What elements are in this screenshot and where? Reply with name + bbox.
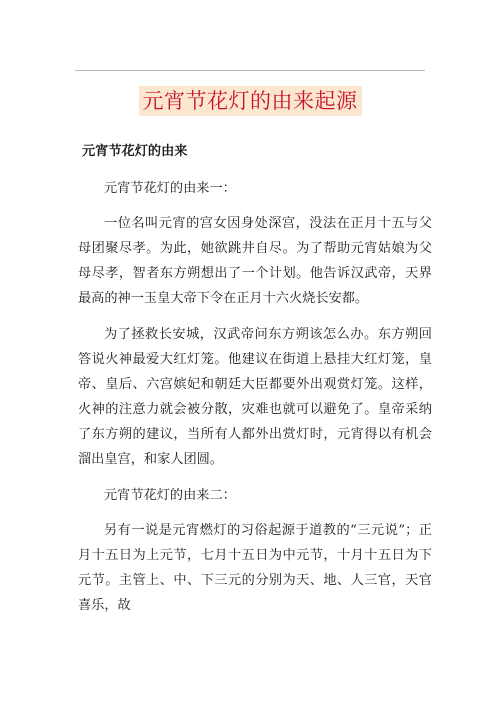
header-divider <box>75 70 425 71</box>
paragraph-origin-one-heading: 元宵节花灯的由来一： <box>104 181 236 196</box>
paragraph-palace-maid-story: 一位名叫元宵的宫女因身处深宫，没法在正月十五与父母团聚尽孝。为此，她欲跳井自尽。为了帮助元宵姑娘为父母尽孝，智者东方朔想出了一个计划。他告诉汉武帝，天界最高的神一玉皇大帝下令在正月十六火烧长安都。 <box>78 216 432 306</box>
paragraph-origin-two-heading: 元宵节花灯的由来二： <box>104 488 236 503</box>
title-container <box>0 86 500 116</box>
document-title: 元宵节花灯的由来起源 <box>139 86 362 116</box>
document-body <box>78 140 432 629</box>
section-heading: 元宵节花灯的由来 <box>82 144 188 159</box>
paragraph-lantern-plan: 为了拯救长安城，汉武帝问东方朔该怎么办。东方朔回答说火神最爱大红灯笼。他建议在街道上悬挂大红灯笼，皇帝、皇后、六宫嫔妃和朝廷大臣都要外出观赏灯笼。这样，火神的注意力就会被分散，灾难也就可以避免了。皇帝采纳了东方朔的建议，当所有人都外出赏灯时，元宵得以有机会溜出皇宫，和家人团圆。 <box>78 327 432 467</box>
paragraph-taoist-origin: 另有一说是元宵燃灯的习俗起源于道教的“三元说”；正月十五日为上元节，七月十五日为中元节，十月十五日为下元节。主管上、中、下三元的分别为天、地、人三官，天官喜乐，故 <box>78 523 432 613</box>
